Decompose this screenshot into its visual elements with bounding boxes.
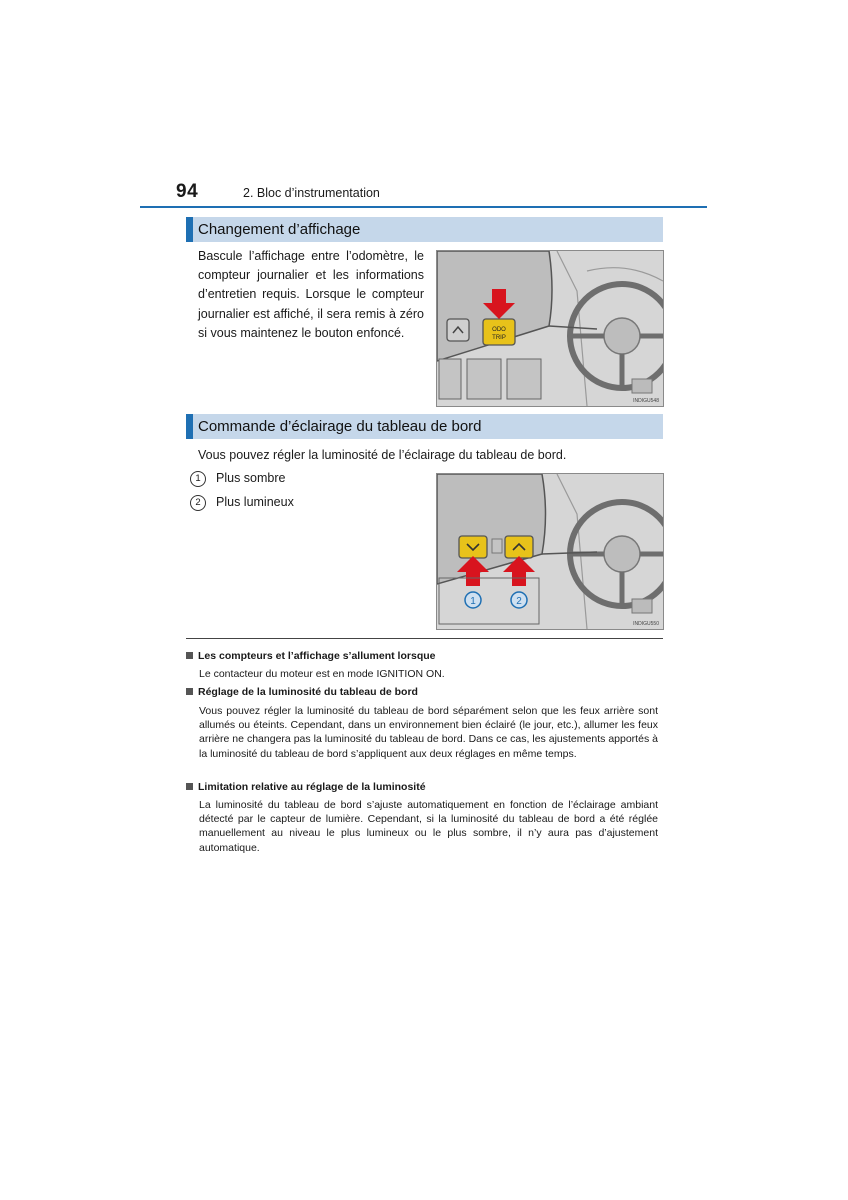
odo-label: ODO — [492, 327, 506, 333]
note-body: Le contacteur du moteur est en mode IGNITION ON. — [199, 668, 445, 680]
note-heading — [186, 686, 418, 698]
figure-code: INDIGU550 — [633, 621, 659, 627]
brightness-button-figure — [436, 473, 664, 630]
section-body-text: Bascule l’affichage entre l’odomètre, le compteur journalier et les informations d’entretien requis. Lorsque le compteur journalier est affiché, il sera remis à zéro si vous maintenez le bouton enfoncé. — [198, 249, 424, 340]
note-heading — [186, 650, 435, 662]
figure-code: INDIGU548 — [633, 398, 659, 404]
note-body: La luminosité du tableau de bord s’ajuste automatiquement en fonction de l’éclairage ambiant détecté par le capteur de lumière. Cependant, si la luminosité du tableau de bord a été réglée manuellement au niveau le plus lumineux ou le plus sombre, il n’y aura pas d’ajustement automatique. — [199, 799, 658, 854]
header-rule — [140, 206, 707, 208]
chapter-title: 2. Bloc d’instrumentation — [243, 186, 380, 200]
list-item-label: Plus lumineux — [216, 495, 294, 509]
callout-1: 1 — [470, 596, 476, 607]
list-item-label: Plus sombre — [216, 471, 286, 485]
note-title: Limitation relative au réglage de la luminosité — [198, 781, 426, 793]
odo-trip-illustration — [437, 251, 663, 406]
odo-trip-button-figure — [436, 250, 664, 407]
list-item — [190, 471, 285, 487]
list-item — [190, 495, 294, 511]
trip-label: TRIP — [492, 335, 506, 341]
circled-number: 1 — [190, 471, 206, 487]
square-bullet-icon — [186, 652, 193, 659]
note-title: Réglage de la luminosité du tableau de bord — [198, 686, 418, 698]
square-bullet-icon — [186, 783, 193, 790]
section-title: Commande d’éclairage du tableau de bord — [198, 418, 482, 435]
square-bullet-icon — [186, 688, 193, 695]
section-heading-display-change — [186, 217, 663, 242]
note-heading — [186, 781, 426, 793]
note-title: Les compteurs et l’affichage s’allument lorsque — [198, 650, 436, 662]
page-number: 94 — [176, 181, 199, 202]
notes-divider — [186, 638, 663, 639]
section-title: Changement d’affichage — [198, 221, 361, 238]
section-heading-panel-lighting — [186, 414, 663, 439]
brightness-illustration — [437, 474, 663, 629]
callout-2: 2 — [516, 596, 522, 607]
note-body: Vous pouvez régler la luminosité du tableau de bord séparément selon que les feux arrière sont allumés ou éteints. Cependant, dans un environnement bien éclairé (le jour, etc.), allumer les feux arrière ne changera pas la luminosité du tableau de bord. Dans ce cas, les ajustements apportés à la luminosité du tableau de bord s’appliquent aux deux réglages en même temps. — [199, 705, 658, 760]
circled-number: 2 — [190, 495, 206, 511]
section-intro-text: Vous pouvez régler la luminosité de l’éclairage du tableau de bord. — [198, 448, 567, 462]
